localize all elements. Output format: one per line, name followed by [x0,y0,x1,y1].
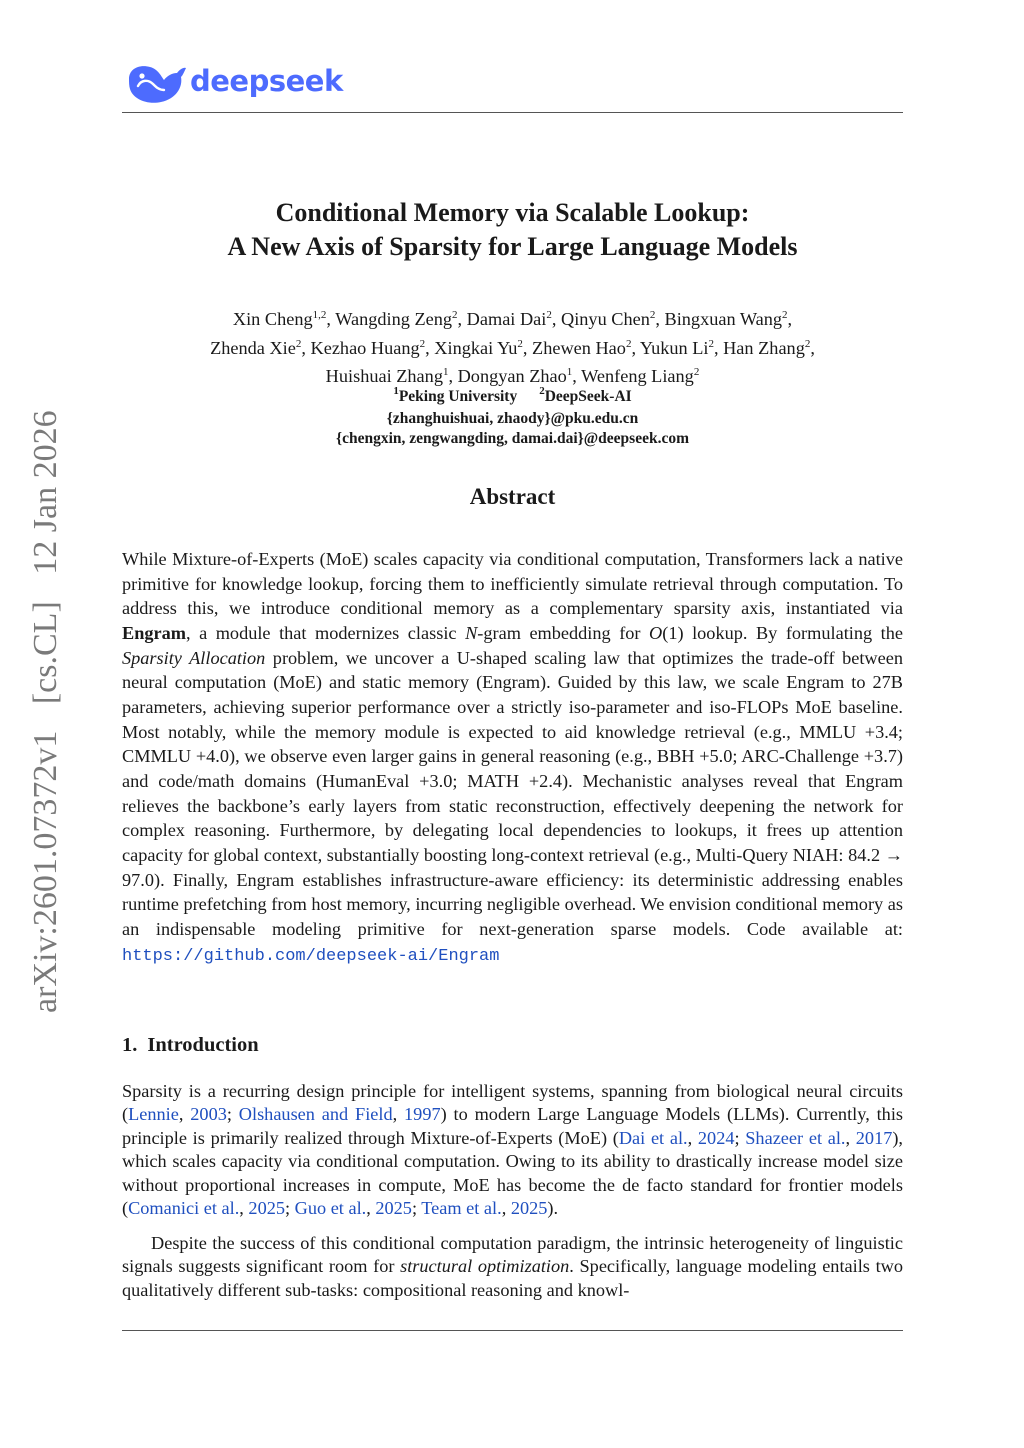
author-name: Han Zhang [723,337,805,358]
author-name: Wenfeng Liang [581,366,694,386]
arxiv-id: arXiv:2601.07372v1 [27,730,64,1013]
logo-wordmark: deepseek [190,64,343,98]
affiliation-deepseek: DeepSeek-AI [544,388,632,405]
citation-link[interactable]: 2017 [855,1127,893,1148]
author-name: Xin Cheng [232,309,313,329]
email-pku: {zhanghuishuai, zhaody}@pku.edu.cn [386,409,639,427]
author-name: Yukun Li [639,337,709,358]
arxiv-date: 12 Jan 2026 [27,410,64,575]
arxiv-identifier [26,410,66,1022]
citation-link[interactable]: Shazeer et al. [745,1127,846,1148]
whale-icon [125,59,187,107]
emphasis-structural-optimization: structural optimization [400,1256,570,1277]
engram-term: Engram [122,622,186,643]
code-link[interactable]: https://github.com/deepseek-ai/Engram [122,946,500,966]
author-list [122,307,903,393]
citation-link[interactable]: Lennie [128,1104,179,1125]
author-line-1: Xin Cheng$^{1,2}$, Wangding Zeng$^2$, Damai Dai$^2$, Qinyu Chen$^2$, Bingxuan Wang$^2$, [232,309,793,329]
email-deepseek: {chengxin, zengwangding, damai.dai}@deepseek.com [335,430,690,447]
abstract-text: While Mixture-of-Experts (MoE) scales capacity via conditional computation, Transformers lack a native primitive for knowledge lookup, forcing them to inefficiently simulate retrieval through computation. To address this, we introduce conditional memory as a complementary sparsity axis, instantiated via Engram, a module that modernizes classic N-gram embedding for O(1) lookup. By formulating the Sparsity Allocation problem, we uncover a U-shaped scaling law that optimizes the trade-off between neural computation (MoE) and static memory (Engram). Guided by this law, we scale Engram to 27B parameters, achieving superior performance over a strictly iso-parameter and iso-FLOPs MoE baseline. Most notably, while the memory module is expected to aid knowledge retrieval (e.g., MMLU +3.4; CMMLU +4.0), we observe even larger gains in general reasoning (e.g., BBH +5.0; ARC-Challenge +3.7) and code/math domains (HumanEval +3.0; MATH +2.4). Mechanistic analyses reveal that Engram relieves the backbone’s early layers from static reconstruction, effectively deepening the network for complex reasoning. Furthermore, by delegating local dependencies to lookups, it frees up attention capacity for global context, substantially boosting long-context retrieval (e.g., Multi-Query NIAH: 84.2 → 97.0). Finally, Engram establishes infrastructure-aware efficiency: its deterministic addressing enables runtime prefetching from host memory, incurring negligible overhead. We envision conditional memory as an indispensable modeling primitive for next-generation sparse models. Code available at: https://github.com/deepseek-ai/Engram [122,549,903,966]
arxiv-category: [cs.CL] [27,601,64,705]
citation-link[interactable]: Guo et al. [294,1198,367,1219]
section-heading-introduction: 1. Introduction [122,1034,259,1056]
citation-link[interactable]: Comanici et al. [128,1198,240,1219]
author-name: Wangding Zeng [335,309,453,329]
author-name: Huishuai Zhang [325,366,443,386]
author-name: Qinyu Chen [561,309,650,329]
citation-link[interactable]: 1997 [404,1104,441,1125]
sparsity-allocation-term: Sparsity Allocation [122,647,266,668]
citation-link[interactable]: 2025 [510,1198,548,1219]
citation-link[interactable]: Olshausen and Field [238,1104,393,1125]
author-name: Zhewen Hao [532,337,626,358]
citation-link[interactable]: 2025 [248,1198,285,1219]
author-name: Bingxuan Wang [664,309,783,329]
title-line-2: A New Axis of Sparsity for Large Language Models [227,232,798,261]
citation-link[interactable]: Team et al. [421,1198,502,1219]
title-line-1: Conditional Memory via Scalable Lookup: [275,198,750,227]
author-line-3: Huishuai Zhang$^1$, Dongyan Zhao$^1$, Wenfeng Liang$^2$ [325,366,700,386]
citation-link[interactable]: 2025 [375,1198,412,1219]
citation-link[interactable]: 2024 [697,1127,735,1148]
author-line-2: Zhenda Xie$^2$, Kezhao Huang$^2$, Xingkai Yu$^2$, Zhewen Hao$^2$, Yukun Li$^2$, Han Zhang$^2$, [210,337,815,358]
deepseek-logo [125,58,343,108]
author-name: Kezhao Huang [310,337,420,358]
header-rule [122,112,903,113]
affiliations [122,387,903,450]
author-name: Damai Dai [466,309,547,329]
intro-paragraph-1: Sparsity is a recurring design principle for intelligent systems, spanning from biological neural circuits (Lennie, 2003; Olshausen and Field, 1997) to modern Large Language Models (LLMs). Currently, this principle is primarily realized through Mixture-of-Experts (MoE) (Dai et al., 2024; Shazeer et al., 2017), which scales capacity via conditional computation. Owing to its ability to drastically increase model size without proportional increases in compute, MoE has become the de facto standard for frontier models (Comanici et al., 2025; Guo et al., 2025; Team et al., 2025). [122,1081,904,1219]
paper-title [122,196,903,264]
author-name: Xingkai Yu [434,337,518,358]
abstract-heading: Abstract [469,484,556,509]
citation-link[interactable]: Dai et al. [618,1127,688,1148]
footer-rule [122,1330,903,1331]
citation-link[interactable]: 2003 [190,1104,227,1125]
affiliation-line: $^1$Peking University $^2$DeepSeek-AI [393,385,632,405]
author-name: Zhenda Xie [210,337,296,358]
intro-paragraph-2: Despite the success of this conditional computation paradigm, the intrinsic heterogeneity of linguistic signals suggests significant room for structural optimization. Specifically, language modeling entails two qualitatively different sub-tasks: compositional reasoning and knowl- [122,1233,903,1300]
affiliation-peking: Peking University [398,388,518,405]
author-name: Dongyan Zhao [457,366,567,386]
